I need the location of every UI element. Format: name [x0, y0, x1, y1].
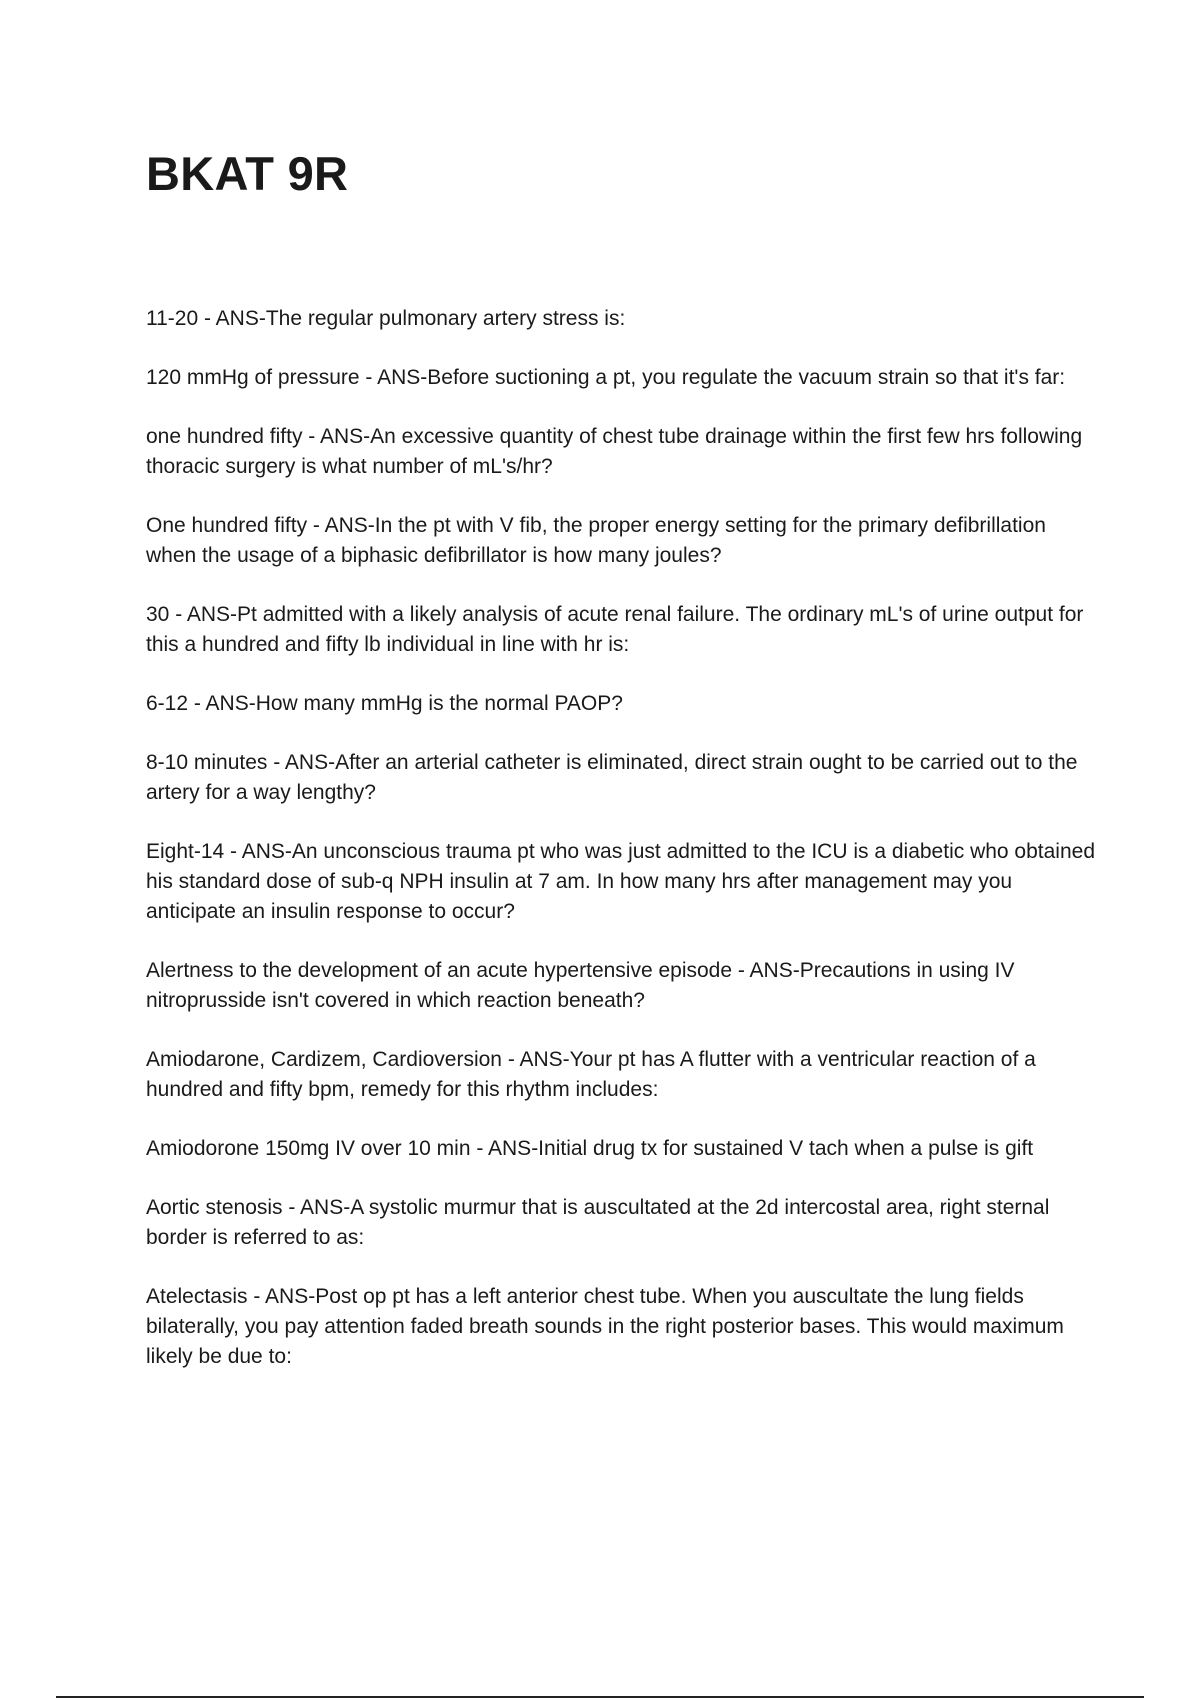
qa-entry: Amiodarone, Cardizem, Cardioversion - ANS-Your pt has A flutter with a ventricular reaction of a hundred and fifty bpm, remedy for this rhythm includes:	[146, 1048, 1036, 1101]
qa-entry: Alertness to the development of an acute hypertensive episode - ANS-Precautions in using IV nitroprusside isn't covered in which reaction beneath?	[146, 959, 1015, 1012]
document-page	[146, 147, 1096, 1368]
qa-entry: Atelectasis - ANS-Post op pt has a left anterior chest tube. When you auscultate the lung fields bilaterally, you pay attention faded breath sounds in the right posterior bases. This would maximum likely be due to:	[146, 1285, 1064, 1368]
document-title: BKAT 9R	[146, 147, 349, 200]
qa-entry: One hundred fifty - ANS-In the pt with V fib, the proper energy setting for the primary defibrillation when the usage of a biphasic defibrillator is how many joules?	[146, 514, 1046, 567]
qa-entry: Aortic stenosis - ANS-A systolic murmur that is auscultated at the 2d intercostal area, right sternal border is referred to as:	[146, 1196, 1050, 1249]
qa-entry: 120 mmHg of pressure - ANS-Before suctioning a pt, you regulate the vacuum strain so that it's far:	[146, 366, 1066, 389]
qa-entry: 11-20 - ANS-The regular pulmonary artery stress is:	[146, 307, 626, 330]
qa-entry: Amiodorone 150mg IV over 10 min - ANS-Initial drug tx for sustained V tach when a pulse is gift	[146, 1137, 1034, 1160]
qa-entry: 30 - ANS-Pt admitted with a likely analysis of acute renal failure. The ordinary mL's of urine output for this a hundred and fifty lb individual in line with hr is:	[146, 603, 1084, 656]
question-answer-list	[146, 304, 1096, 1401]
qa-entry: one hundred fifty - ANS-An excessive quantity of chest tube drainage within the first few hrs following thoracic surgery is what number of mL's/hr?	[146, 425, 1083, 478]
qa-entry: 6-12 - ANS-How many mmHg is the normal PAOP?	[146, 692, 623, 715]
page-bottom-divider	[56, 1696, 1144, 1698]
qa-entry: 8-10 minutes - ANS-After an arterial catheter is eliminated, direct strain ought to be carried out to the artery for a way lengthy?	[146, 751, 1078, 804]
qa-entry: Eight-14 - ANS-An unconscious trauma pt who was just admitted to the ICU is a diabetic who obtained his standard dose of sub-q NPH insulin at 7 am. In how many hrs after management may you anticipate an insulin response to occur?	[146, 840, 1095, 923]
